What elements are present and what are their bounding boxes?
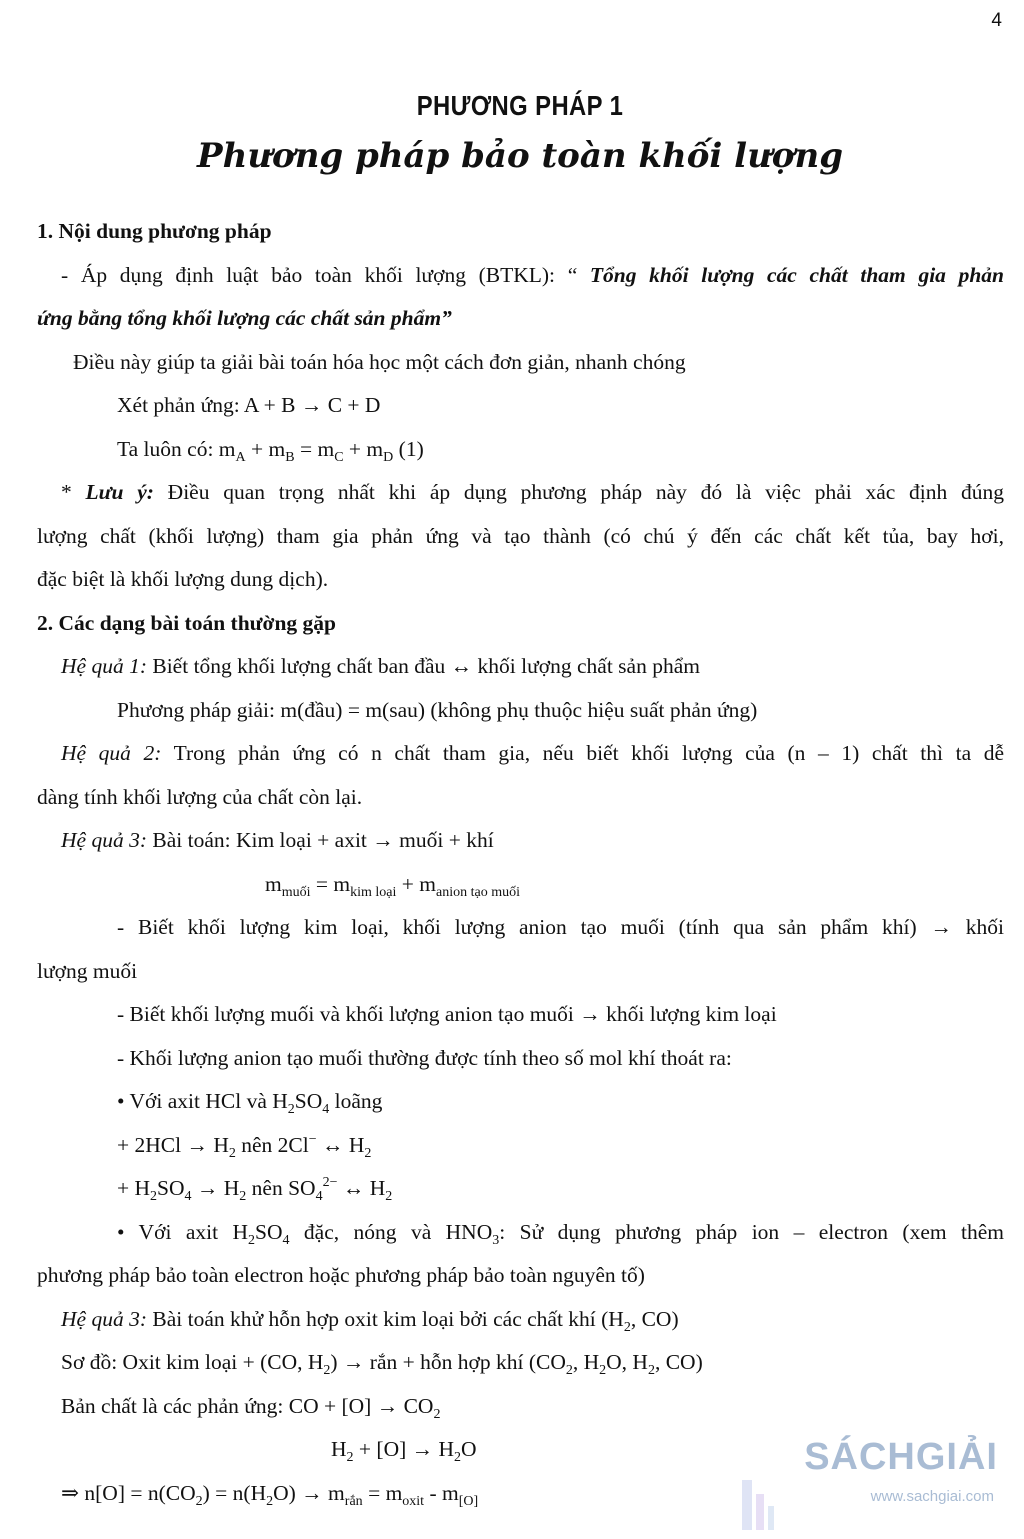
reaction-line: + $2HCl \to H_2$ nên 2Cl− ↔ $H_2$: [117, 1131, 372, 1161]
formula-line: $m_{muối} = m_{kim loại} + m_{anion tạo muối}$: [265, 871, 521, 900]
section-heading-2: 2. Các dạng bài toán thường gặp: [37, 610, 336, 635]
paragraph-line: Điều này giúp ta giải bài toán hóa học một cách đơn giản, nhanh chóng: [73, 349, 686, 374]
paragraph-line: Hệ quả 1: Biết tổng khối lượng chất ban đầu ↔ khối lượng chất sản phẩm: [61, 654, 700, 678]
section-heading-1: 1. Nội dung phương pháp: [37, 219, 272, 243]
reaction-line: Sơ đồ: Oxit kim loại + (CO, $H_2$) → rắn + hỗn hợp khí ($CO_2$, $H_2O$, $H_2$, CO): [61, 1350, 703, 1378]
paragraph-line: • Với axit $H_2SO_4$ đặc, nóng và $HNO_3$: Sử dụng phương pháp ion – electron (xem thêm: [117, 1219, 1004, 1248]
paragraph-line: • Với axit HCl và $H_2SO_4$ loãng: [117, 1089, 383, 1117]
paragraph-line: Hệ quả 3: Bài toán: Kim loại + axit → muối + khí: [61, 828, 494, 852]
watermark-brand: SÁCHGIẢI: [804, 1436, 998, 1478]
paragraph-line: - Biết khối lượng kim loại, khối lượng anion tạo muối (tính qua sản phẩm khí) → khối: [117, 915, 1004, 939]
reaction-line: Xét phản ứng: A + B → C + D: [117, 393, 381, 417]
paragraph-line: Hệ quả 2: Trong phản ứng có n chất tham gia, nếu biết khối lượng của (n – 1) chất thì ta dễ: [61, 741, 1004, 765]
formula-line: Ta luôn có: $m_A + m_B = m_C + m_D$ (1): [117, 436, 424, 465]
paragraph-line: - Áp dụng định luật bảo toàn khối lượng (BTKL): “ Tổng khối lượng các chất tham gia phản: [61, 262, 1004, 287]
page-subtitle: Phương pháp bảo toàn khối lượng: [197, 136, 843, 176]
paragraph-line: ứng bằng tổng khối lượng các chất sản phẩm”: [37, 306, 452, 330]
paragraph-line: lượng chất (khối lượng) tham gia phản ứng và tạo thành (có chú ý đến các chất kết tủa, bay hơi,: [37, 523, 1004, 548]
reaction-line: + $H_2SO_4 \to H_2$ nên $SO_4^{2-}$ ↔ $H_2$: [117, 1175, 393, 1204]
paragraph-line: dàng tính khối lượng của chất còn lại.: [37, 784, 363, 809]
reaction-line: $H_2 + [O] \to H_2O$: [331, 1437, 477, 1465]
paragraph-line: lượng muối: [37, 958, 138, 983]
paragraph-line: phương pháp bảo toàn electron hoặc phương pháp bảo toàn nguyên tố): [37, 1263, 645, 1287]
paragraph-line: - Khối lượng anion tạo muối thường được tính theo số mol khí thoát ra:: [117, 1045, 732, 1070]
paragraph-line: Phương pháp giải: m(đầu) = m(sau) (không phụ thuộc hiệu suất phản ứng): [117, 697, 758, 722]
page-title: PHƯƠNG PHÁP 1: [416, 90, 624, 121]
watermark: [804, 1430, 1012, 1525]
note-line: * Lưu ý: Điều quan trọng nhất khi áp dụng phương pháp này đó là việc phải xác định đúng: [61, 480, 1004, 504]
paragraph-line: - Biết khối lượng muối và khối lượng anion tạo muối → khối lượng kim loại: [117, 1002, 777, 1026]
formula-line: ⇒ $n[O] = n(CO_2) = n(H_2O) \to m_{rắn} = m_{oxit} - m_{[O]}$: [61, 1480, 479, 1509]
paragraph-line: Hệ quả 3: Bài toán khử hỗn hợp oxit kim loại bởi các chất khí ($H_2$, CO): [61, 1306, 679, 1335]
paragraph-line: đặc biệt là khối lượng dung dịch).: [37, 567, 329, 591]
watermark-url: www.sachgiai.com: [870, 1488, 994, 1505]
reaction-line: Bản chất là các phản ứng: CO + $[O] \to CO_2$: [61, 1393, 441, 1422]
watermark-decoration: [492, 1450, 812, 1530]
page-number: 4: [991, 10, 1002, 31]
document-body: [37, 210, 1004, 1515]
